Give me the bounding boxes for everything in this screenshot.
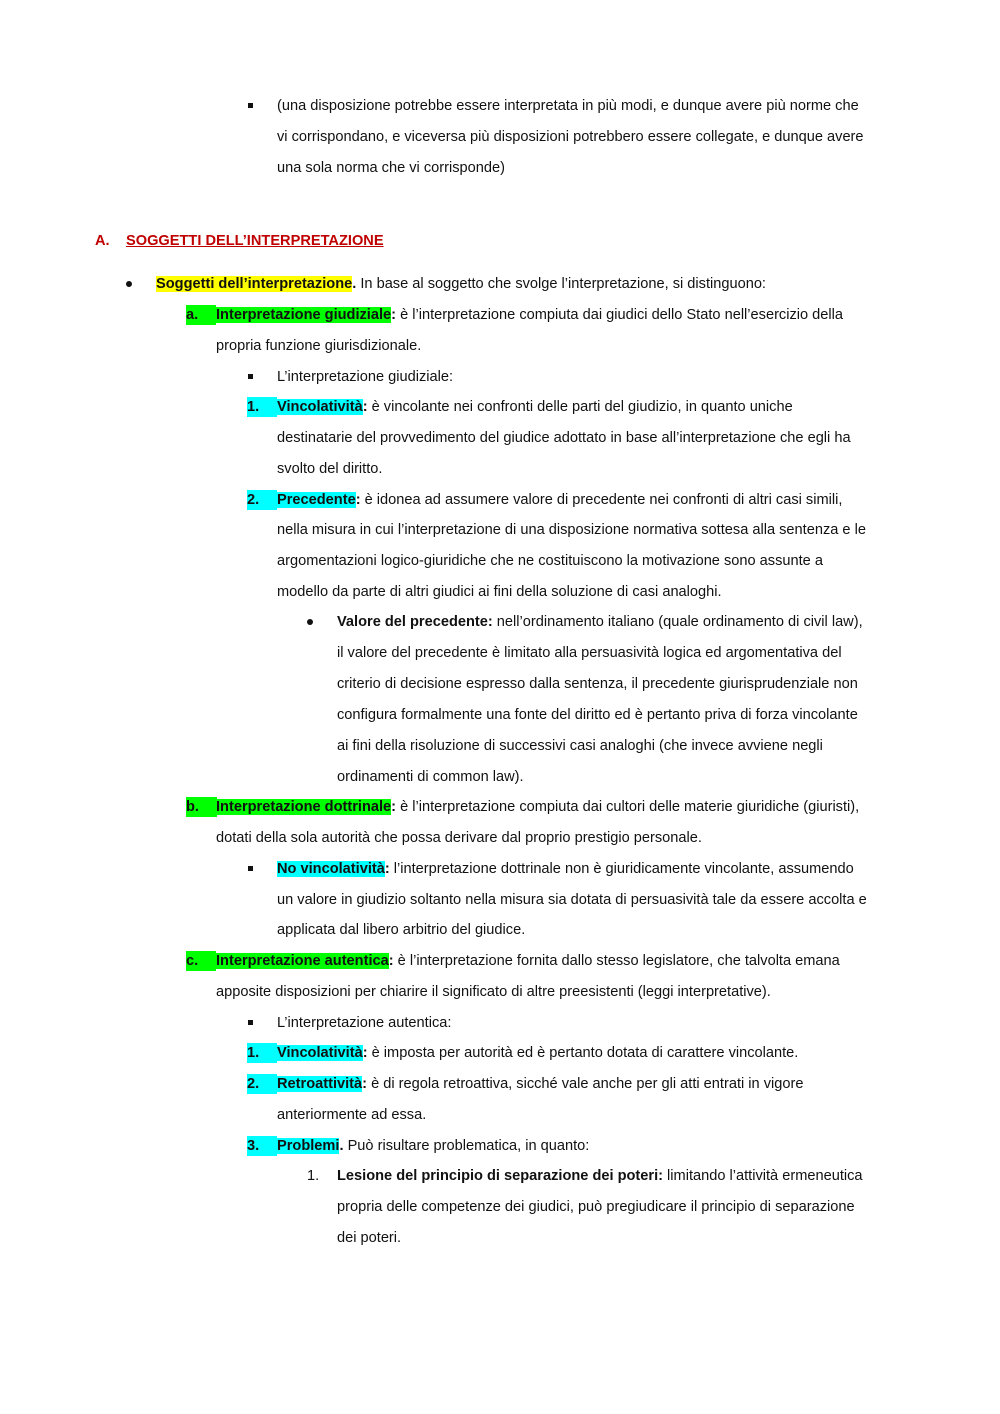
list-marker: a.: [186, 305, 216, 325]
item-line: nella misura in cui l’interpretazione di una disposizione normativa sottesa alla sentenza e le: [277, 522, 866, 538]
valore-line: Valore del precedente: nell’ordinamento italiano (quale ordinamento di civil law),: [337, 614, 863, 630]
giudiziale-line: propria funzione giurisdizionale.: [216, 338, 422, 354]
sub-intro: L’interpretazione giudiziale:: [277, 369, 454, 385]
highlighted-term: Interpretazione autentica: [216, 953, 389, 969]
sub-intro: L’interpretazione autentica:: [277, 1015, 452, 1031]
highlighted-term: No vincolatività: [277, 861, 385, 877]
round-bullet-icon: [307, 619, 313, 625]
valore-line: ordinamenti di common law).: [337, 769, 524, 785]
highlighted-term: Retroattività: [277, 1076, 363, 1092]
square-bullet-icon: [248, 103, 253, 108]
problema-line: Lesione del principio di separazione dei poteri: limitando l’attività ermeneutica: [337, 1168, 863, 1184]
list-marker: b.: [186, 797, 217, 817]
item-line: modello da parte di altri giudici ai fini della soluzione di casi analoghi.: [277, 584, 722, 600]
dottrinale-line: dotati della sola autorità che possa derivare dal proprio prestigio personale.: [216, 830, 702, 846]
item-line: Precedente: è idonea ad assumere valore di precedente nei confronti di altri casi simili,: [277, 492, 843, 508]
item-line: Retroattività: è di regola retroattiva, sicché vale anche per gli atti entrati in vigore: [277, 1076, 804, 1092]
bold-term: Lesione del principio di separazione dei poteri:: [337, 1168, 663, 1184]
item-line: un valore in giudizio soltanto nella misura sia dotata di persuasività tale da essere accolta e: [277, 892, 867, 908]
list-marker: 1.: [247, 1043, 277, 1063]
list-marker: 1.: [307, 1168, 320, 1184]
section-heading-title: [126, 231, 384, 251]
item-line: applicata dal libero arbitrio del giudice.: [277, 922, 526, 938]
highlighted-term: Soggetti dell’interpretazione: [156, 276, 353, 292]
square-bullet-icon: [248, 374, 253, 379]
item-line: Vincolatività: è vincolante nei confronti delle parti del giudizio, in quanto uniche: [277, 399, 793, 415]
problema-line: propria delle competenze dei giudici, può pregiudicare il principio di separazione: [337, 1199, 855, 1215]
highlighted-term: Interpretazione giudiziale: [216, 307, 392, 323]
item-line: No vincolatività: l’interpretazione dottrinale non è giuridicamente vincolante, assumendo: [277, 861, 854, 877]
dottrinale-line: Interpretazione dottrinale: è l’interpretazione compiuta dai cultori delle materie giuridiche (giuristi),: [216, 799, 860, 815]
valore-line: configura formalmente una fonte del diritto ed è pertanto priva di forza vincolante: [337, 707, 858, 723]
item-line: destinatarie del provvedimento del giudice adottato in base all’interpretazione che egli ha: [277, 430, 851, 446]
giudiziale-line: Interpretazione giudiziale: è l’interpretazione compiuta dai giudici dello Stato nell’esercizio della: [216, 307, 844, 323]
list-marker: 2.: [247, 490, 277, 510]
list-marker: 2.: [247, 1074, 277, 1094]
square-bullet-icon: [248, 1020, 253, 1025]
intro-line: vi corrispondano, e viceversa più disposizioni potrebbero essere collegate, e dunque avere: [277, 129, 864, 145]
problema-line: dei poteri.: [337, 1230, 402, 1246]
highlighted-term: Vincolatività: [277, 399, 363, 415]
highlighted-term: Problemi: [277, 1138, 340, 1154]
valore-line: il valore del precedente è limitato alla persuasività logica ed argomentativa del: [337, 645, 842, 661]
highlighted-term: Interpretazione dottrinale: [216, 799, 392, 815]
autentica-line: Interpretazione autentica: è l’interpretazione fornita dallo stesso legislatore, che talvolta emana: [216, 953, 840, 969]
item-line: Problemi. Può risultare problematica, in quanto:: [277, 1138, 590, 1154]
item-line: svolto del diritto.: [277, 461, 383, 477]
intro-line: una sola norma che vi corrisponde): [277, 160, 505, 176]
list-marker: 3.: [247, 1136, 277, 1156]
intro-line: (una disposizione potrebbe essere interpretata in più modi, e dunque avere più norme che: [277, 98, 859, 114]
square-bullet-icon: [248, 866, 253, 871]
valore-line: criterio di decisione espresso dalla sentenza, il precedente giurisprudenziale non: [337, 676, 858, 692]
highlighted-term: Precedente: [277, 492, 356, 508]
highlighted-term: Vincolatività: [277, 1045, 363, 1061]
item-line: argomentazioni logico-giuridiche che ne costituiscono la motivazione sono assunte a: [277, 553, 823, 569]
section-letter: A.: [95, 233, 110, 249]
bold-term: Valore del precedente:: [337, 614, 493, 630]
item-line: anteriormente ad essa.: [277, 1107, 427, 1123]
autentica-line: apposite disposizioni per chiarire il significato di altre preesistenti (leggi interpretative).: [216, 984, 771, 1000]
section-title: SOGGETTI DELL’INTERPRETAZIONE: [126, 233, 384, 249]
list-marker: 1.: [247, 397, 277, 417]
item-line: Vincolatività: è imposta per autorità ed è pertanto dotata di carattere vincolante.: [277, 1045, 799, 1061]
list-marker: c.: [186, 951, 216, 971]
section-heading: [95, 231, 110, 251]
valore-line: ai fini della risoluzione di successivi casi analoghi (che invece avviene negli: [337, 738, 823, 754]
soggetti-paragraph: Soggetti dell’interpretazione. In base al soggetto che svolge l’interpretazione, si distinguono:: [156, 276, 766, 292]
round-bullet-icon: [126, 281, 132, 287]
